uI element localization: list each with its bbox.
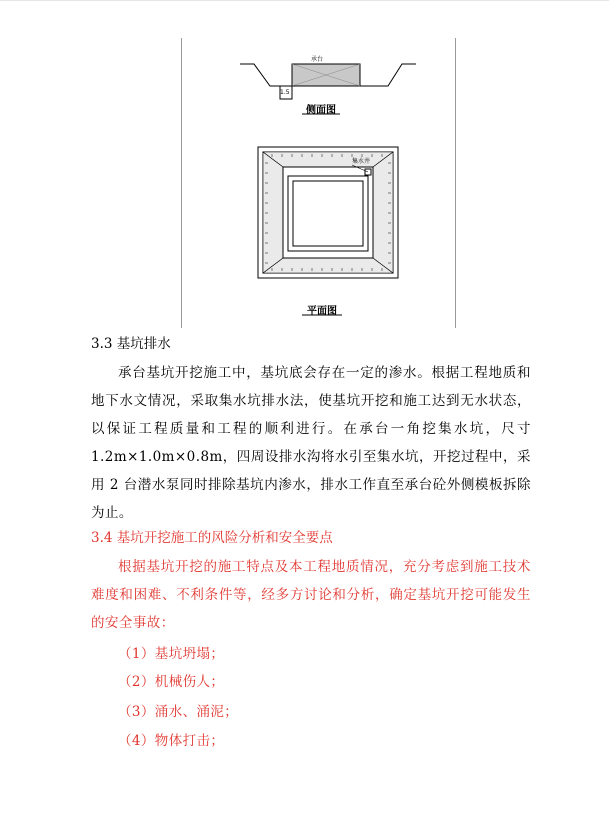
plan-view-hatching xyxy=(265,154,391,271)
pile-cap-label: 承台 xyxy=(311,56,324,63)
risk-item-1: （1）基坑坍塌； xyxy=(118,646,225,662)
risk-item-3: （3）涌水、涌泥； xyxy=(118,704,239,720)
section-3-4-paragraph: 根据基坑开挖的施工特点及本工程地质情况，充分考虑到施工技术难度和困难、不利条件等，经多方讨论和分析，确定基坑开挖可能发生的安全事故： xyxy=(91,559,531,631)
risk-item-4: （4）物体打击； xyxy=(118,733,225,749)
plan-view-label: 平面图 xyxy=(307,306,337,317)
plan-view-drawing xyxy=(258,147,398,278)
side-view-label: 侧面图 xyxy=(306,105,336,116)
sump-label: 集水井 xyxy=(352,158,371,165)
dimension-label: 1.5 xyxy=(280,89,290,96)
risk-item-2: （2）机械伤人； xyxy=(118,674,225,690)
side-view-drawing xyxy=(240,64,416,99)
section-3-3-heading: 3.3 基坑排水 xyxy=(91,336,171,352)
drawing-svg xyxy=(182,38,455,328)
page-top-divider xyxy=(0,0,609,1)
section-3-3-paragraph: 承台基坑开挖施工中，基坑底会存在一定的渗水。根据工程地质和地下水文情况，采取集水坑排水法，使基坑开挖和施工达到无水状态，以保证工程质量和工程的顺利进行。在承台一角挖集水坑，尺寸1.2m×1.0m×0.8m，四周设排水沟将水引至集水坑，开挖过程中，采用 2 台潜水泵同时排除基坑内渗水，排水工作直至承台砼外侧模板拆除为止。 xyxy=(91,365,531,521)
construction-drawing xyxy=(181,38,456,328)
section-3-4-heading: 3.4 基坑开挖施工的风险分析和安全要点 xyxy=(91,530,333,546)
